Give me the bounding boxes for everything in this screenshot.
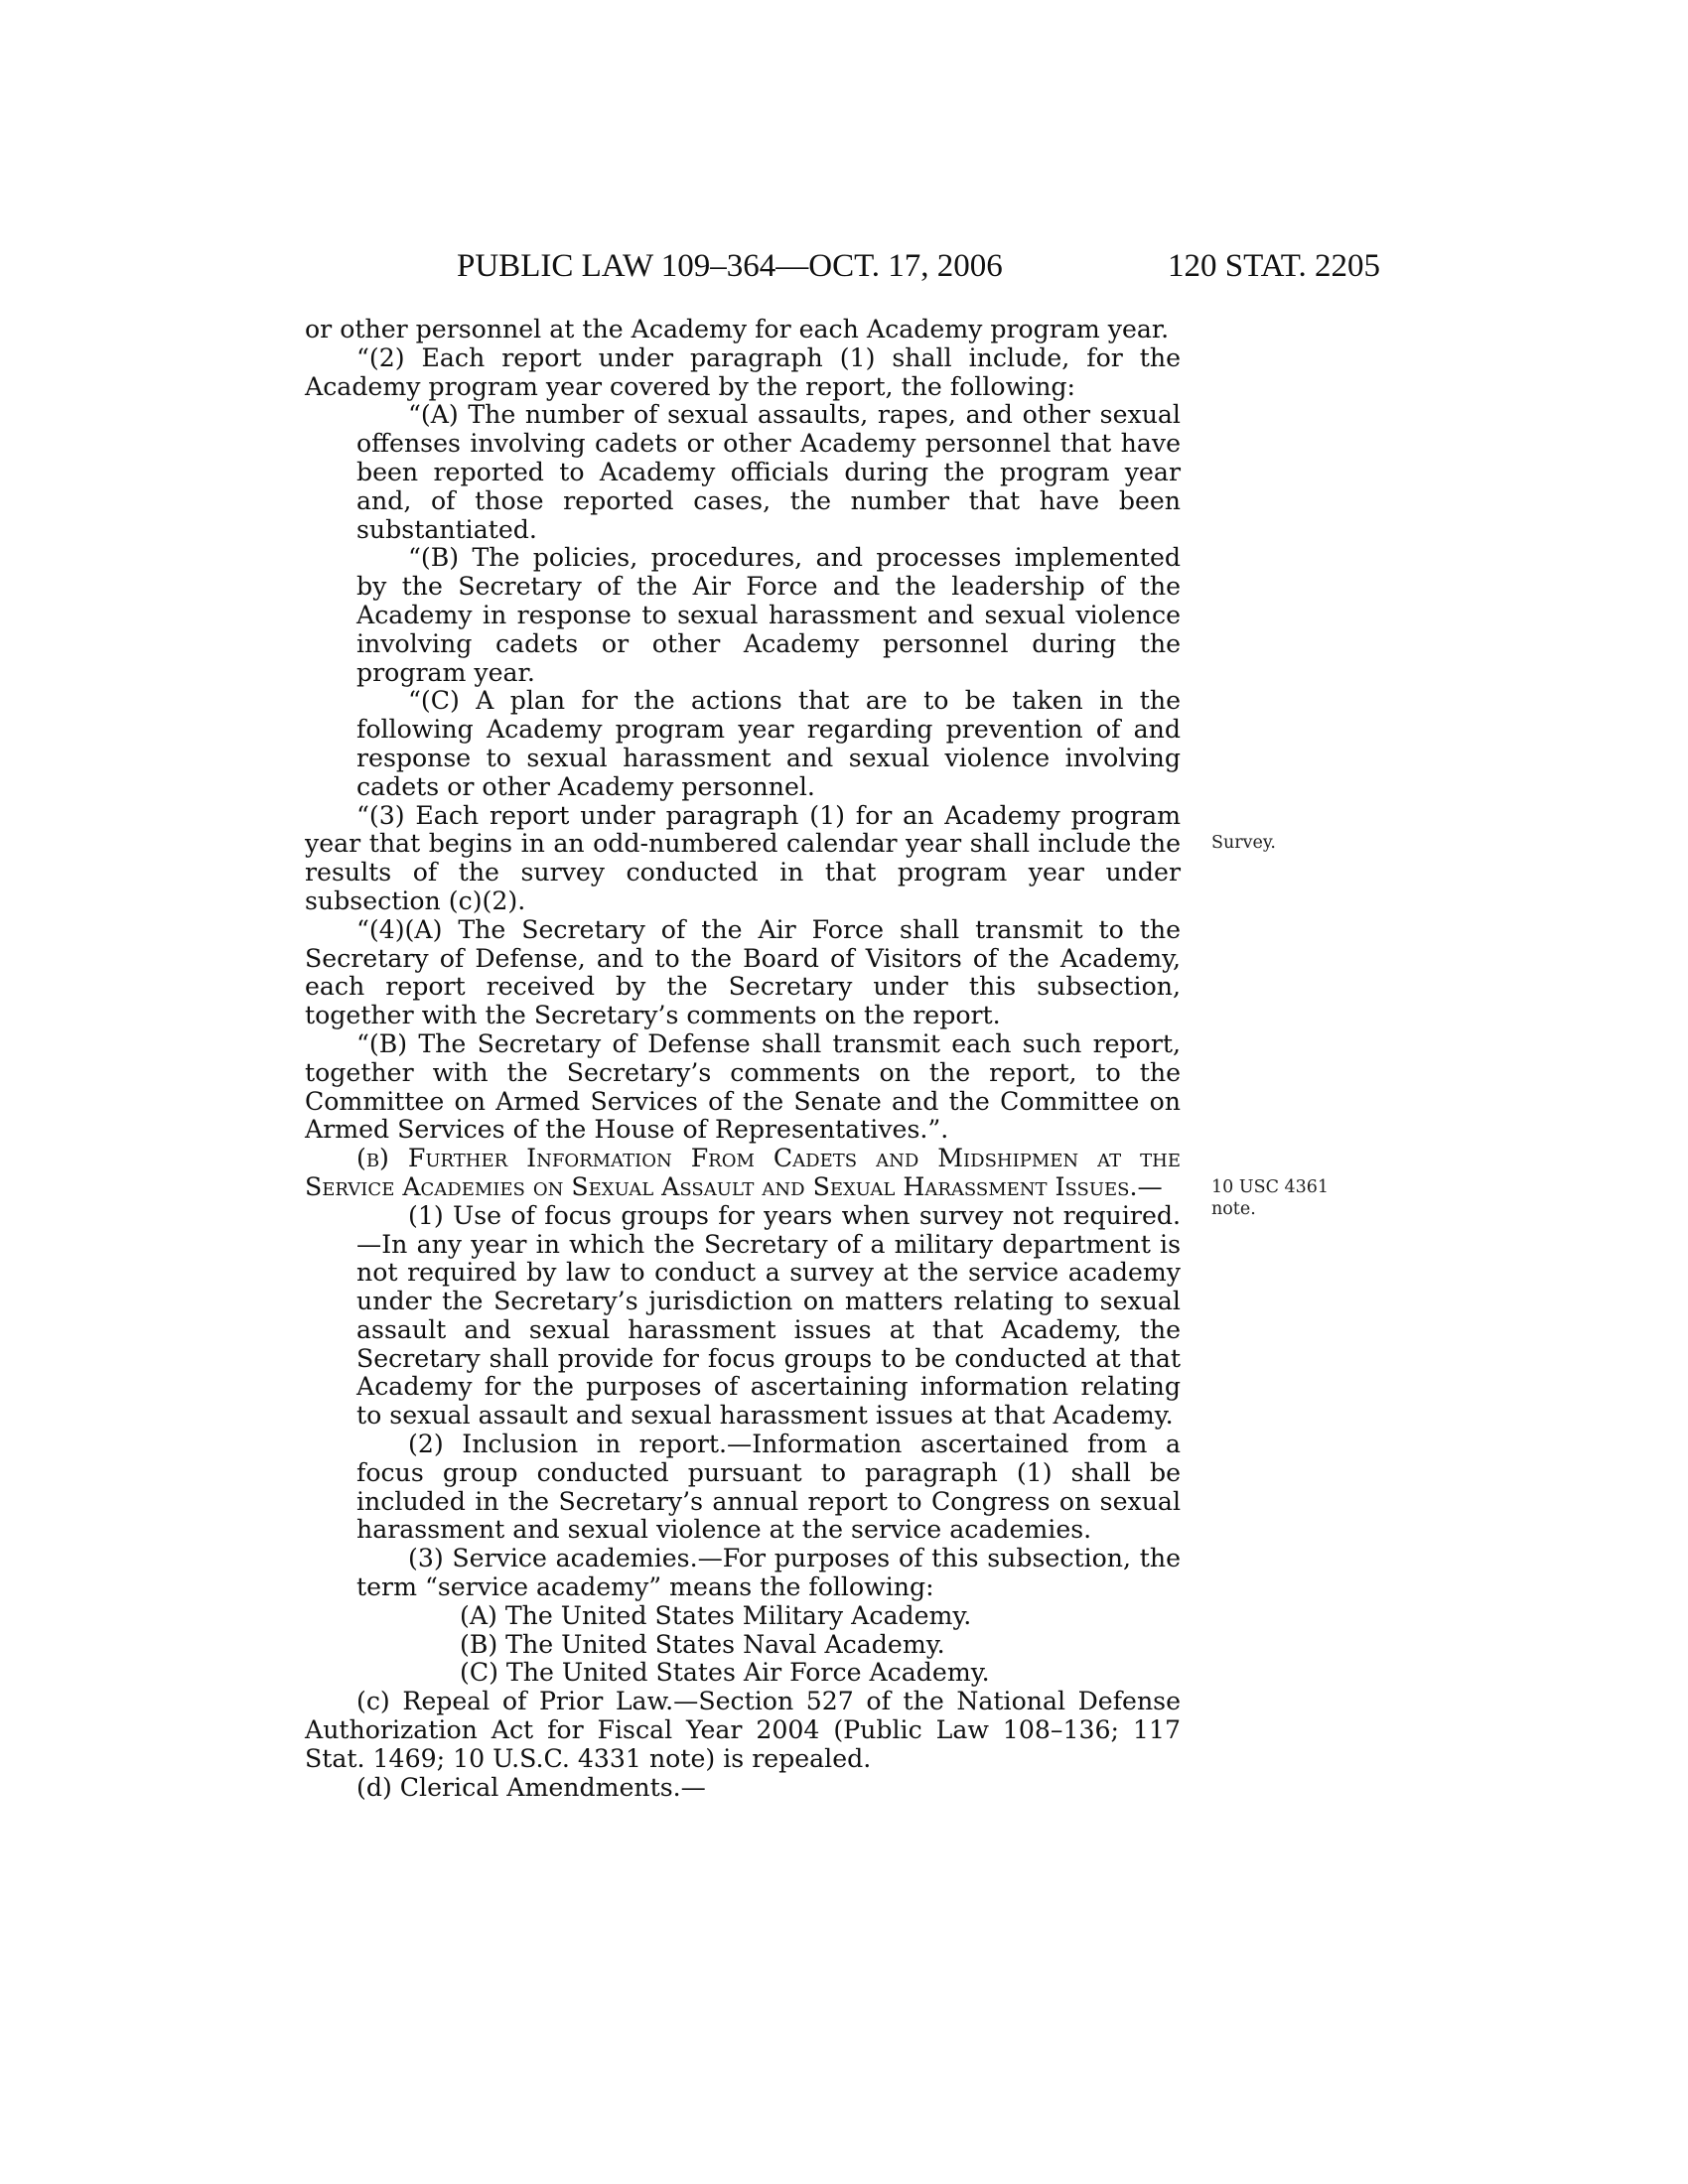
public-law-citation: PUBLIC LAW 109–364—OCT. 17, 2006: [457, 248, 1003, 284]
paragraph-2: “(2) Each report under paragraph (1) shall include, for the Academy program year covered by the report, the following:: [305, 342, 1181, 401]
service-academy-naval: (B) The United States Naval Academy.: [460, 1629, 945, 1659]
statute-body: [305, 316, 1181, 1802]
paragraph-4a: “(4)(A) The Secretary of the Air Force shall transmit to the Secretary of Defense, and to the Board of Visitors of the Academy, each report received by the Secretary under this subsection, together with the Secretary’s comments on the report.: [305, 914, 1181, 1030]
subparagraph-2c: “(C) A plan for the actions that are to be taken in the following Academy program year regarding prevention of and response to sexual harassment and sexual violence involving cadets or other Academy personnel.: [356, 686, 1181, 801]
subsection-b-paragraph-3: (3) Service academies.—For purposes of this subsection, the term “service academy” means the following:: [356, 1544, 1181, 1602]
subparagraph-2a: “(A) The number of sexual assaults, rapes, and other sexual offenses involving cadets or other Academy personnel that have been reported to Academy officials during the program year and, of those reported cases, the number that have been substantiated.: [356, 400, 1181, 544]
margin-note-usc-line-2: note.: [1211, 1199, 1256, 1219]
subsection-b-paragraph-2: (2) Inclusion in report.—Information ascertained from a focus group conducted pursuant to paragraph (1) shall be included in the Secretary’s annual report to Congress on sexual harassment and sexual violence at the service academies.: [356, 1430, 1181, 1545]
margin-note-survey: Survey.: [1211, 833, 1276, 853]
paragraph-continuation: or other personnel at the Academy for each Academy program year.: [305, 315, 1170, 343]
page-header: [457, 248, 1380, 288]
subsection-c-repeal: (c) Repeal of Prior Law.—Section 527 of the National Defense Authorization Act for Fiscal Year 2004 (Public Law 108–136; 117 Stat. 1469; 10 U.S.C. 4331 note) is repealed.: [305, 1687, 1181, 1773]
subsection-b-heading: (b) Further Information From Cadets and Midshipmen at the Service Academies on Sexual Assault and Sexual Harassment Issues.—: [305, 1144, 1181, 1201]
subsection-b-paragraph-1: (1) Use of focus groups for years when survey not required.—In any year in which the Secretary of a military department is not required by law to conduct a survey at the service academy under the Secretary’s jurisdiction on matters relating to sexual assault and sexual harassment issues at that Academy, the Secretary shall provide for focus groups to be conducted at that Academy for the purposes of ascertaining information relating to sexual assault and sexual harassment issues at that Academy.: [356, 1200, 1181, 1431]
service-academy-air-force: (C) The United States Air Force Academy.: [460, 1658, 990, 1688]
paragraph-3: “(3) Each report under paragraph (1) for an Academy program year that begins in an odd-numbered calendar year shall include the results of the survey conducted in that program year under subsection (c)(2).: [305, 800, 1181, 915]
subsection-d-clerical-amendments: (d) Clerical Amendments.—: [356, 1772, 706, 1802]
margin-note-usc-citation: [1211, 1176, 1329, 1220]
paragraph-4b: “(B) The Secretary of Defense shall transmit each such report, together with the Secretary’s comments on the report, to the Committee on Armed Services of the Senate and the Committee on Armed Services of the House of Representatives.”.: [305, 1028, 1181, 1145]
subparagraph-2b: “(B) The policies, procedures, and processes implemented by the Secretary of the Air Force and the leadership of the Academy in response to sexual harassment and sexual violence involving cadets or other Academy personnel during the program year.: [356, 543, 1181, 687]
margin-note-usc-line-1: 10 USC 4361: [1211, 1177, 1330, 1197]
service-academy-military: (A) The United States Military Academy.: [460, 1600, 972, 1630]
statute-page-number: 120 STAT. 2205: [1167, 248, 1380, 284]
